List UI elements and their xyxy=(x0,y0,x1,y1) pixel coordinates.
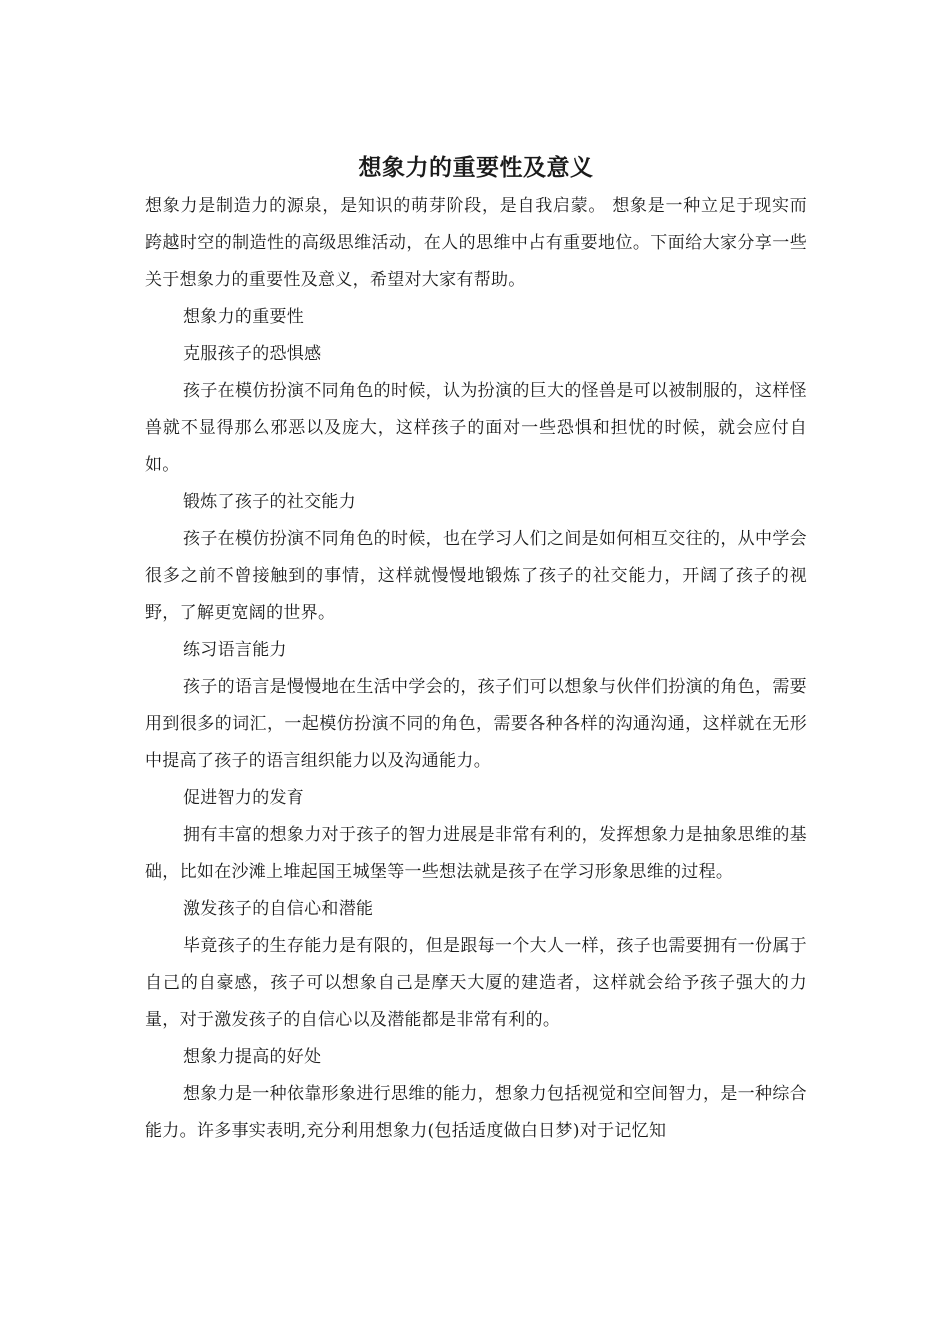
benefits-heading: 想象力提高的好处 xyxy=(183,1047,322,1067)
subsection-heading-fear: 克服孩子的恐惧感 xyxy=(183,344,322,364)
subsection-heading-language: 练习语言能力 xyxy=(183,640,287,660)
document-title: 想象力的重要性及意义 xyxy=(358,155,594,181)
subsection-body-social: 孩子在模仿扮演不同角色的时候，也在学习人们之间是如何相互交往的，从中学会很多之前不曾接触到的事情，这样就慢慢地锻炼了孩子的社交能力，开阔了孩子的视野，了解更宽阔的世界。 xyxy=(145,529,807,623)
intro-paragraph: 想象力是制造力的源泉，是知识的萌芽阶段，是自我启蒙。 想象是一种立足于现实而跨越时空的制造性的高级思维活动，在人的思维中占有重要地位。下面给大家分享一些关于想象力的重要性及意义，希望对大家有帮助。 xyxy=(145,196,807,290)
subsection-body-fear: 孩子在模仿扮演不同角色的时候，认为扮演的巨大的怪兽是可以被制服的，这样怪兽就不显得那么邪恶以及庞大，这样孩子的面对一些恐惧和担忧的时候，就会应付自如。 xyxy=(145,381,807,475)
subsection-body-intelligence: 拥有丰富的想象力对于孩子的智力进展是非常有利的，发挥想象力是抽象思维的基础，比如在沙滩上堆起国王城堡等一些想法就是孩子在学习形象思维的过程。 xyxy=(145,825,807,882)
subsection-heading-intelligence: 促进智力的发育 xyxy=(183,788,305,808)
subsection-body-confidence: 毕竟孩子的生存能力是有限的，但是跟每一个大人一样，孩子也需要拥有一份属于自己的自豪感，孩子可以想象自己是摩天大厦的建造者，这样就会给予孩子强大的力量，对于激发孩子的自信心以及潜能都是非常有利的。 xyxy=(145,936,807,1030)
document-page xyxy=(145,148,807,1150)
subsection-heading-social: 锻炼了孩子的社交能力 xyxy=(183,492,356,512)
section-heading: 想象力的重要性 xyxy=(183,307,305,327)
subsection-body-language: 孩子的语言是慢慢地在生活中学会的，孩子们可以想象与伙伴们扮演的角色，需要用到很多的词汇，一起模仿扮演不同的角色，需要各种各样的沟通沟通，这样就在无形中提高了孩子的语言组织能力以及沟通能力。 xyxy=(145,677,807,771)
benefits-body: 想象力是一种依靠形象进行思维的能力，想象力包括视觉和空间智力，是一种综合能力。许多事实表明,充分利用想象力(包括适度做白日梦)对于记忆知 xyxy=(145,1084,807,1141)
subsection-heading-confidence: 激发孩子的自信心和潜能 xyxy=(183,899,374,919)
